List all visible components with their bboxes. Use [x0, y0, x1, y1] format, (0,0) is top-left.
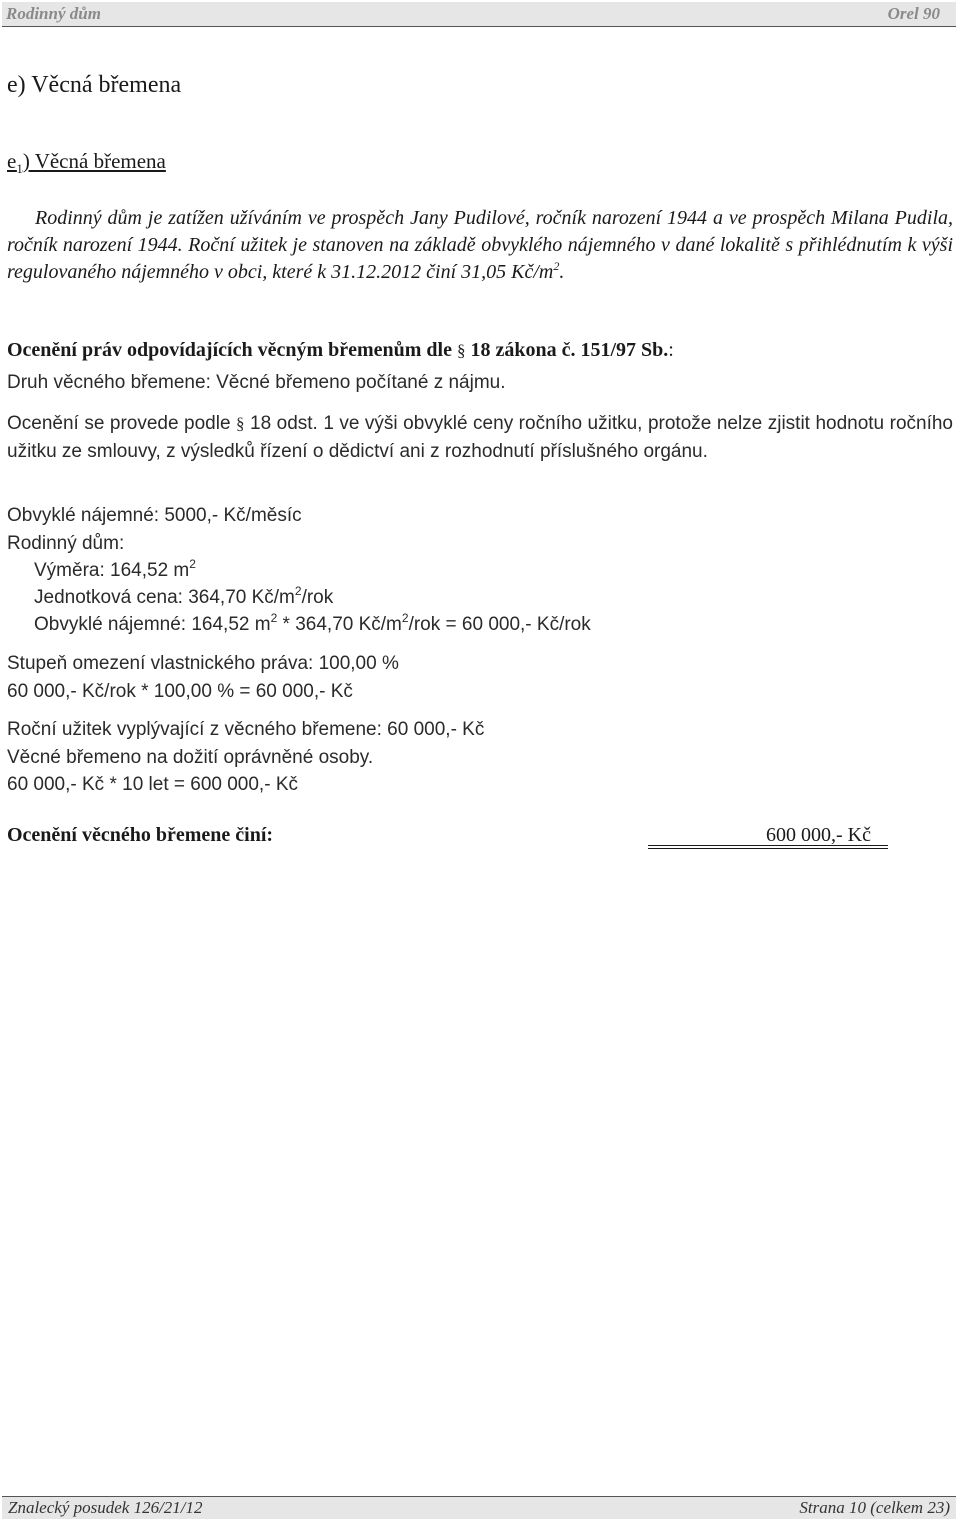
restriction-calc: 60 000,- Kč/rok * 100,00 % = 60 000,- Kč — [7, 681, 353, 702]
section-title: e) Věcná břemena — [7, 72, 182, 98]
intro-paragraph — [7, 205, 953, 286]
final-underline-2 — [648, 848, 888, 849]
valuation-heading-before: Ocenění práv odpovídajících věcným břemenům dle — [7, 339, 457, 361]
valuation-heading-after: 18 zákona č. 151/97 Sb. — [465, 339, 669, 361]
intro-text: Rodinný dům je zatížen užíváním ve prospěch Jany Pudilové, ročník narození 1944 a ve prospěch Milana Pudila, ročník narození 1944. Roční užitek je stanoven na základě obvyklého nájemného v dané lokalitě s přihlédnutím k výši regulovaného nájemného v obci, které k 31.12.2012 činí 31,05 Kč/m — [7, 207, 953, 283]
header-left: Rodinný dům — [6, 4, 101, 23]
unit-price-text: Jednotková cena: 364,70 Kč/m — [34, 587, 295, 608]
usual-rent-line — [34, 611, 591, 636]
total-calc: 60 000,- Kč * 10 let = 600 000,- Kč — [7, 774, 298, 795]
usual-rent-sup2: 2 — [401, 611, 409, 625]
page-footer — [2, 1496, 956, 1519]
page-header — [2, 2, 956, 27]
subsection-title — [7, 149, 166, 177]
intro-sup: 2 — [553, 259, 560, 273]
final-label: Ocenění věcného břemene činí: — [7, 824, 274, 846]
intro-end: . — [559, 261, 565, 283]
annual-benefit: Roční užitek vyplývající z věcného břemene: 60 000,- Kč — [7, 719, 485, 740]
footer-right: Strana 10 (celkem 23) — [799, 1498, 950, 1517]
usual-rent-b: * 364,70 Kč/m — [277, 614, 402, 635]
area-line — [34, 557, 196, 582]
section-symbol: § — [456, 341, 466, 360]
unit-price-end: /rok — [301, 587, 334, 608]
method-paragraph — [7, 410, 953, 466]
footer-left: Znalecký posudek 126/21/12 — [8, 1498, 203, 1517]
usual-rent-a: Obvyklé nájemné: 164,52 m — [34, 614, 271, 635]
area-text: Výměra: 164,52 m — [34, 560, 190, 581]
unit-price-sup: 2 — [294, 584, 302, 598]
valuation-heading — [7, 339, 674, 362]
method-before: Ocenění se provede podle — [7, 413, 237, 434]
header-right: Orel 90 — [887, 4, 940, 23]
house-label: Rodinný dům: — [7, 533, 125, 554]
valuation-heading-colon: : — [668, 339, 674, 361]
unit-price-line — [34, 584, 334, 609]
type-line: Druh věcného břemene: Věcné břemeno počítané z nájmu. — [7, 372, 506, 393]
final-value: 600 000,- Kč — [766, 824, 871, 846]
subsection-prefix: e — [7, 149, 17, 173]
lifetime-line: Věcné břemeno na dožití oprávněné osoby. — [7, 747, 374, 768]
method-section-symbol: § — [236, 414, 245, 433]
method-after: 18 odst. 1 ve výši obvyklé ceny ročního užitku, protože nelze zjistit hodnotu ročního užitku ze smlouvy, z výsledků řízení o dědictví ani z rozhodnutí příslušného orgánu. — [7, 413, 953, 462]
usual-rent-sup1: 2 — [270, 611, 278, 625]
restriction-line: Stupeň omezení vlastnického práva: 100,00 % — [7, 653, 399, 674]
subsection-sub: 1 — [16, 161, 23, 177]
area-sup: 2 — [189, 557, 196, 571]
final-underline-1 — [648, 845, 888, 846]
rent-line: Obvyklé nájemné: 5000,- Kč/měsíc — [7, 505, 302, 526]
subsection-title-text: ) Věcná břemena — [22, 149, 166, 173]
usual-rent-c: /rok = 60 000,- Kč/rok — [408, 614, 591, 635]
